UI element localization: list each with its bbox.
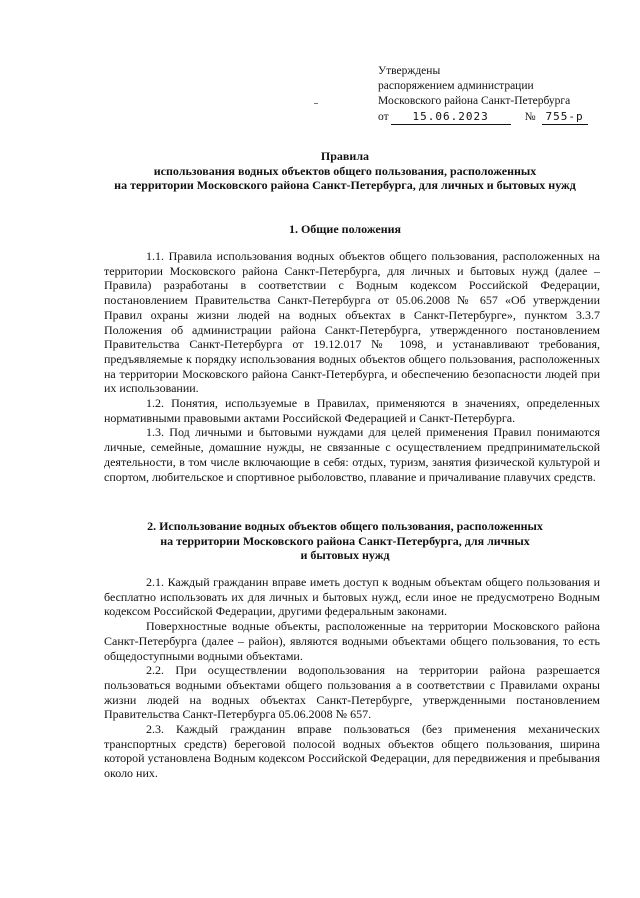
title-line-1: Правила (320, 149, 370, 163)
paragraph-2-1-cont: Поверхностные водные объекты, расположенные на территории Московского района Санкт-Петербурга (далее – район), являются водными объектами общего пользования, то есть общедоступными водными объектами. (104, 619, 600, 663)
section-2-heading-line-2: на территории Московского района Санкт-Петербурга, для личных (160, 533, 530, 548)
section-1-heading: 1. Общие положения (288, 222, 402, 236)
approval-line-2: распоряжением администрации (378, 80, 534, 92)
approval-line-1: Утверждены (378, 65, 441, 77)
paragraph-1-3: 1.3. Под личными и бытовыми нуждами для целей применения Правил понимаются личные, семейные, домашние нужды, не связанные с осуществлением предпринимательской деятельности, в том числе включающие в себя: отдых, туризм, занятия физической культурой и спортом, любительское и спортивное рыболовство, плавание и причаливание плавучих средств. (104, 425, 600, 484)
section-2-heading-line-1: 2. Использование водных объектов общего пользования, расположенных (147, 519, 543, 533)
paragraph-2-1: 2.1. Каждый гражданин вправе иметь доступ к водным объектам общего пользования и бесплатно использовать их для личных и бытовых нужд, если иное не предусмотрено Водным кодексом Российской Федерации, другими федеральным законами. (104, 575, 600, 619)
section-2-heading-line-3: и бытовых нужд (300, 548, 390, 562)
approval-from-label: от (378, 111, 389, 123)
section-2-heading (90, 519, 600, 563)
document-title (90, 149, 600, 193)
approval-number-label: № (524, 111, 536, 123)
scan-mark (314, 103, 318, 104)
approval-number: 755-р (542, 109, 588, 125)
approval-block (378, 64, 618, 125)
approval-date-row (378, 109, 618, 125)
paragraph-2-2: 2.2. При осуществлении водопользования на территории района разрешается пользоваться водными объектами общего пользования а в соответствии с Правилами охраны жизни людей на водных объектах Санкт-Петербурге, утвержденными постановлением Правительства Санкт-Петербурга 05.06.2008 № 657. (104, 663, 600, 722)
title-line-3: на территории Московского района Санкт-Петербурга, для личных и бытовых нужд (114, 178, 576, 192)
paragraph-1-2: 1.2. Понятия, используемые в Правилах, применяются в значениях, определенных нормативными правовыми актами Российской Федерацией и Санкт-Петербурга. (104, 396, 600, 425)
approval-date: 15.06.2023 (391, 109, 511, 125)
paragraph-1-1: 1.1. Правила использования водных объектов общего пользования, расположенных на территории Московского района Санкт-Петербурга, для личных и бытовых нужд (далее – Правила) разработаны в соответствии с Водным кодексом Российской Федерации, постановлением Правительства Санкт-Петербурга от 05.06.2008 № 657 «Об утверждении Правил охраны жизни людей на водных объектах в Санкт-Петербурге», пунктом 3.3.7 Положения об администрации района Санкт-Петербурга, утвержденного постановлением Правительства Санкт-Петербурга от 19.12.017 № 1098, и устанавливают требования, предъявляемые к порядку использования водных объектов общего пользования, расположенных на территории Московского района Санкт-Петербурга, и обеспечению безопасности людей при их использовании. (104, 249, 600, 396)
section-1-body (104, 249, 600, 484)
section-2-body (104, 575, 600, 781)
title-line-2: использования водных объектов общего пользования, расположенных (153, 163, 537, 178)
paragraph-2-3: 2.3. Каждый гражданин вправе пользоваться (без применения механических транспортных средств) береговой полосой водных объектов общего пользования, ширина которой установлена Водным кодексом Российской Федерации, для передвижения и пребывания около них. (104, 722, 600, 781)
approval-line-3: Московского района Санкт-Петербурга (378, 95, 571, 107)
